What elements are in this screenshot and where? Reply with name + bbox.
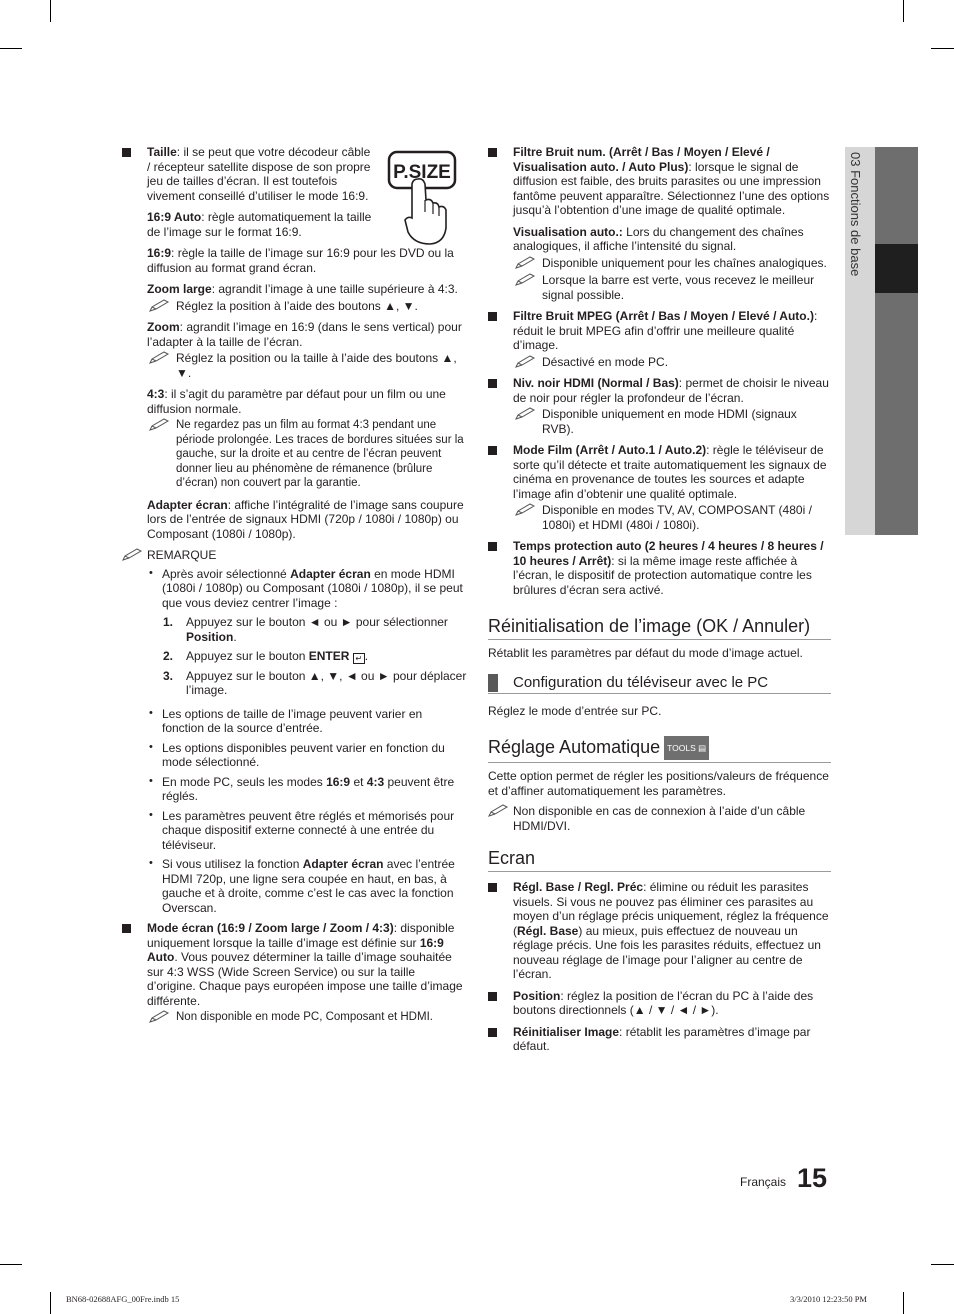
filtre-num-term: Filtre Bruit num. (Arrêt / Bas / Moyen / Elevé / Visualisation auto. / Auto Plus) [513,145,770,174]
note-pencil-icon [515,256,537,270]
footer-filename: BN68-02688AFG_00Fre.indb 15 [66,1294,180,1304]
bullet4-c: et [350,774,367,789]
s43-note: Ne regardez pas un film au format 4:3 pendant une période prolongée. Les traces de bordures situées sur la gauche, sur la droite et au centre de l’écran peuvent donner lieu au phénomène de rémanence (brûlure d’écran) non couvert par la garantie. [176,419,464,489]
s169-term: 16:9 [147,246,172,260]
filtre-num-text: : lorsque le signal de diffusion est faible, des bruits parasites ou une impression fantôme peuvent apparaître. Sélectionnez l’une des options jusqu’à l’obtention d’une image de qualité optimale. [513,159,830,217]
square-bullet-icon [488,542,497,551]
modeecran-b: 16:9 Auto [147,935,444,964]
modeecran-note: Non disponible en mode PC, Composant et HDMI. [176,1011,433,1023]
auto169-text: : règle automatiquement la taille de l’image sur le format 16:9. [147,210,372,239]
step3-a: Appuyez sur le bouton ▲, ▼, ◄ ou ► pour déplacer l’image. [186,668,467,697]
step1-a: Appuyez sur le bouton ◄ ou ► pour sélectionner [186,615,448,629]
niv-noir-text: : permet de choisir le niveau de noir pour régler la profondeur de l’écran. [513,376,829,405]
step2-c: . [364,649,369,663]
config-text: Réglez le mode d’entrée sur PC. [488,703,662,718]
square-bullet-icon [488,379,497,388]
bullet3: Les options disponibles peuvent varier en fonction du mode sélectionné. [162,740,445,769]
modeecran-c: . Vous pouvez déterminer la taille d’image souhaitée sur 4:3 WSS (Wide Screen Service) ou sur la taille d’origine. Chaque pays européen impose une taille d’image différente. [147,950,463,1008]
remarque-heading: REMARQUE [147,548,217,562]
reglage-text: Cette option permet de régler les positions/valeurs de fréquence et d’affiner automatiquement les paramètres. [488,769,829,798]
page-number: 15 [797,1163,828,1193]
footer-timestamp: 3/3/2010 12:23:50 PM [790,1294,867,1304]
s43-term: 4:3 [147,387,165,401]
square-bullet-icon [488,1028,497,1037]
reinit-heading: Réinitialisation de l’image (OK / Annuler) [488,615,831,640]
step2-b: ENTER [308,649,350,663]
bullet1-c: en mode HDMI (1080i / 1080p) ou Composant (1080i / 1080p), il se peut que vous deviez centrer l’image : [162,566,463,610]
step-number: 2. [163,649,174,663]
visu-note2: Lorsque la barre est verte, vous recevez le meilleur signal possible. [542,273,815,302]
reinit-img-term: Réinitialiser Image [513,1024,620,1039]
bullet4-d: 4:3 [366,774,385,789]
niv-noir-term: Niv. noir HDMI (Normal / Bas) [513,376,679,390]
svg-text:P.SIZE: P.SIZE [393,162,451,183]
square-bullet-icon [122,148,131,157]
note-pencil-icon [515,407,537,421]
step-number: 3. [163,668,174,683]
bullet6-a: Si vous utilisez la fonction [162,857,303,871]
filtre-mpeg-text: : réduit le bruit MPEG afin d’offrir une meilleure qualité d’image. [513,309,818,352]
chapter-tab-marker [875,244,918,293]
note-pencil-icon [488,804,510,818]
position-text: : réglez la position de l’écran du PC à l’aide des boutons directionnels (▲ / ▼ / ◄ / ►). [513,988,814,1017]
reinit-img-text: : rétablit les paramètres d’image par défaut. [513,1024,811,1053]
bullet1-a: Après avoir sélectionné [162,566,291,581]
visu-text: Lors du changement des chaînes analogiques, il affiche l’intensité du signal. [513,224,804,253]
left-column: Taille: il se peut que votre décodeur câble / récepteur satellite dispose de son propre jeu de tailles d’écran. Il est toutefois vivement conseillé d’utiliser le mode 16:9. 16:9 Auto: règle automatiquement la taille de l’image sur le format 16:9. 16:9: règle la taille de l’image sur 16:9 pour les DVD ou la diffusion au format grand écran. Zoom large: agrandit l’image à une taille supérieure à 4:3. Réglez la position à l’aide des boutons ▲, ▼. Zoom: agrandit l’image en 16:9 (dans le sens vertical) pour l’adapter à la taille de l’écran. Réglez la position ou la taille à l’aide des boutons ▲, ▼. 4:3: il s’agit du paramètre par défaut pour un film ou une diffusion normale. Ne regardez pas un film au format 4:3 pendant une période prolongée. Les traces de bordures situées sur la gauche, sur la droite et au centre de l’écran peuvent donner lieu au phénomène de rémanence (brûlure d’écran) non couvert par la garantie. Adapter écran: affiche l’intégralité de l’image sans coupure lors de l’entrée de signaux HDMI (720p / 1080i / 1080p) ou Composant (1080i / 1080p). REMARQUE • Après avoir sélectionné Adapter écran en mode HDMI (1080i / 1080p) ou Composant (1080i / 1080p), il se peut que vous deviez centrer l’image : 1. Appuyez sur le bouton ◄ ou ► pour sélectionner Position. 2. Appuyez sur le bouton ENTER ↵ . 3. Appuyez sur le bouton ▲, ▼, ◄ ou ► pour déplacer l’image. • Les options de taille de l’image peuvent varier en fonction de la source d’entrée. • Les options disponibles peuvent varier en fonction du mode sélectionné. • En mode PC, seuls les modes 16:9 et 4:3 peuvent être réglés. • Les paramètres peuvent être réglés et mémorisés pour chaque dispositif externe connecté à une entrée du téléviseur. • Si vous utilisez la fonction Adapter écran avec l’entrée HDMI 720p, une ligne sera coupée en haut, en bas, à gauche et à droite, comme c’est le cas avec la fonction Overscan. Mode écran (16:9 / Zoom large / Zoom / 4:3): disponible uniquement lorsque la taille d’image est définie sur 16:9 Auto. Vous pouvez déterminer la taille d’image souhaitée sur 4:3 WSS (Wide Screen Service) ou sur la taille d’origine. Chaque pays européen impose une taille d’image différente. Non disponible en mode PC, Composant et HDMI. [122,145,467,1032]
bullet4-e: peuvent être réglés. [162,774,455,803]
mode-film-term: Mode Film (Arrêt / Auto.1 / Auto.2) [513,443,707,457]
enter-key-icon: ↵ [353,653,365,664]
note-pencil-icon [515,503,537,517]
note-pencil-icon [149,299,171,313]
zoomlarge-note: Réglez la position à l’aide des boutons ▲, ▼. [176,298,418,313]
filtre-mpeg-note: Désactivé en mode PC. [542,354,669,369]
reinit-text: Rétablit les paramètres par défaut du mode d’image actuel. [488,646,803,660]
note-pencil-icon [515,273,537,287]
s43-text: : il s’agit du paramètre par défaut pour un film ou une diffusion normale. [147,387,446,416]
filtre-mpeg-term: Filtre Bruit MPEG (Arrêt / Bas / Moyen / Elevé / Auto.) [513,309,814,323]
temps-text: : si la même image reste affichée à l’écran, le dispositif de protection automatique contre les brûlures d’écran sera activé. [513,553,812,597]
temps-term: Temps protection auto (2 heures / 4 heures / 8 heures / 10 heures / Arrêt) [513,539,824,568]
modeecran-term: Mode écran (16:9 / Zoom large / Zoom / 4:3) [147,921,394,935]
reglage-heading-text: Réglage Automatique [488,737,661,757]
niv-noir-note: Disponible uniquement en mode HDMI (signaux RVB). [542,407,797,436]
bullet4-b: 16:9 [326,774,351,789]
visu-term: Visualisation auto.: [513,224,623,239]
bullet6-c: avec l’entrée HDMI 720p, une ligne sera coupée en haut, en bas, à gauche et à droite, comme c’est le cas avec la fonction Overscan. [162,857,455,915]
bullet5: Les paramètres peuvent être réglés et mémorisés pour chaque dispositif externe connecté à une entrée du téléviseur. [162,808,455,852]
reglage-heading [488,736,831,763]
zoomlarge-term: Zoom large [147,282,212,296]
regl-base-b: Régl. Base [517,923,579,938]
adapter-term: Adapter écran [147,497,228,512]
note-pencil-icon [149,1010,171,1024]
page-language: Français [740,1175,787,1189]
config-heading-text: Configuration du téléviseur avec le PC [513,673,769,691]
mode-film-text: : règle le téléviseur de sorte qu’il détecte et traite automatiquement les signaux de cinéma en provenance de toutes les sources et adapte l’image afin d’obtenir une qualité optimale. [513,443,827,501]
note-pencil-icon [149,418,171,432]
auto169-term: 16:9 Auto [147,210,202,224]
chapter-tab-label: 03 Fonctions de base [848,152,863,277]
zoom-text: : agrandit l’image en 16:9 (dans le sens vertical) pour l’adapter à la taille de l’écran. [147,320,462,349]
step-number: 1. [163,615,174,629]
regl-base-c: ) au mieux, puis effectuez de nouveau un réglage précis. Une fois les parasites réduits, effectuez un nouveau réglage de l’image pour l’aligner au centre de l’écran. [513,923,821,981]
step2-a: Appuyez sur le bouton [186,649,309,663]
square-bullet-icon [488,992,497,1001]
step1-b: Position [186,629,234,644]
regl-base-a: : élimine ou réduit les parasites visuels. Si vous ne pouvez pas éliminer ces parasites au moyen d’un réglage précis uniquement, réglez la fréquence ( [513,880,829,938]
step1-c: . [233,629,237,644]
note-pencil-icon [515,355,537,369]
taille-text: : il se peut que votre décodeur câble / récepteur satellite dispose de son propre jeu de tailles d’écran. Il est toutefois vivement conseillé d’utiliser le mode 16:9. [147,145,371,203]
square-bullet-icon [122,924,131,933]
modeecran-a: : disponible uniquement lorsque la taille d’image est définie sur [147,921,455,950]
square-bullet-icon [488,312,497,321]
ecran-heading: Ecran [488,847,831,872]
tools-badge: TOOLS ▤ [664,736,709,760]
zoom-term: Zoom [147,320,180,334]
mode-film-note: Disponible en modes TV, AV, COMPOSANT (480i / 1080i) et HDMI (480i / 1080i). [542,503,812,532]
note-pencil-icon [149,351,171,365]
adapter-text: : affiche l’intégralité de l’image sans coupure lors de l’entrée de signaux HDMI (720p / 1080i / 1080p) ou Composant (1080i / 1080p). [147,497,464,541]
regl-base-term: Régl. Base / Regl. Préc [513,880,644,894]
taille-term: Taille [147,145,177,159]
visu-note1: Disponible uniquement pour les chaînes analogiques. [542,255,827,270]
tools-label: TOOLS [667,743,696,753]
square-bullet-icon [488,446,497,455]
reglage-note: Non disponible en cas de connexion à l’aide d’un câble HDMI/DVI. [513,804,806,833]
square-bullet-icon [488,148,497,157]
bullet6-b: Adapter écran [302,857,384,871]
bullet1-b: Adapter écran [290,566,371,581]
note-pencil-icon [122,548,144,562]
bullet4-a: En mode PC, seuls les modes [162,774,327,789]
square-bullet-icon [488,883,497,892]
s169-text: : règle la taille de l’image sur 16:9 pour les DVD ou la diffusion au format grand écran. [147,246,454,275]
right-column [488,145,831,1061]
config-heading [488,673,831,694]
zoom-note: Réglez la position ou la taille à l’aide des boutons ▲, ▼. [176,351,457,380]
zoomlarge-text: : agrandit l’image à une taille supérieure à 4:3. [211,282,458,296]
bullet2: Les options de taille de l’image peuvent varier en fonction de la source d’entrée. [162,706,423,735]
position-term: Position [513,988,561,1003]
